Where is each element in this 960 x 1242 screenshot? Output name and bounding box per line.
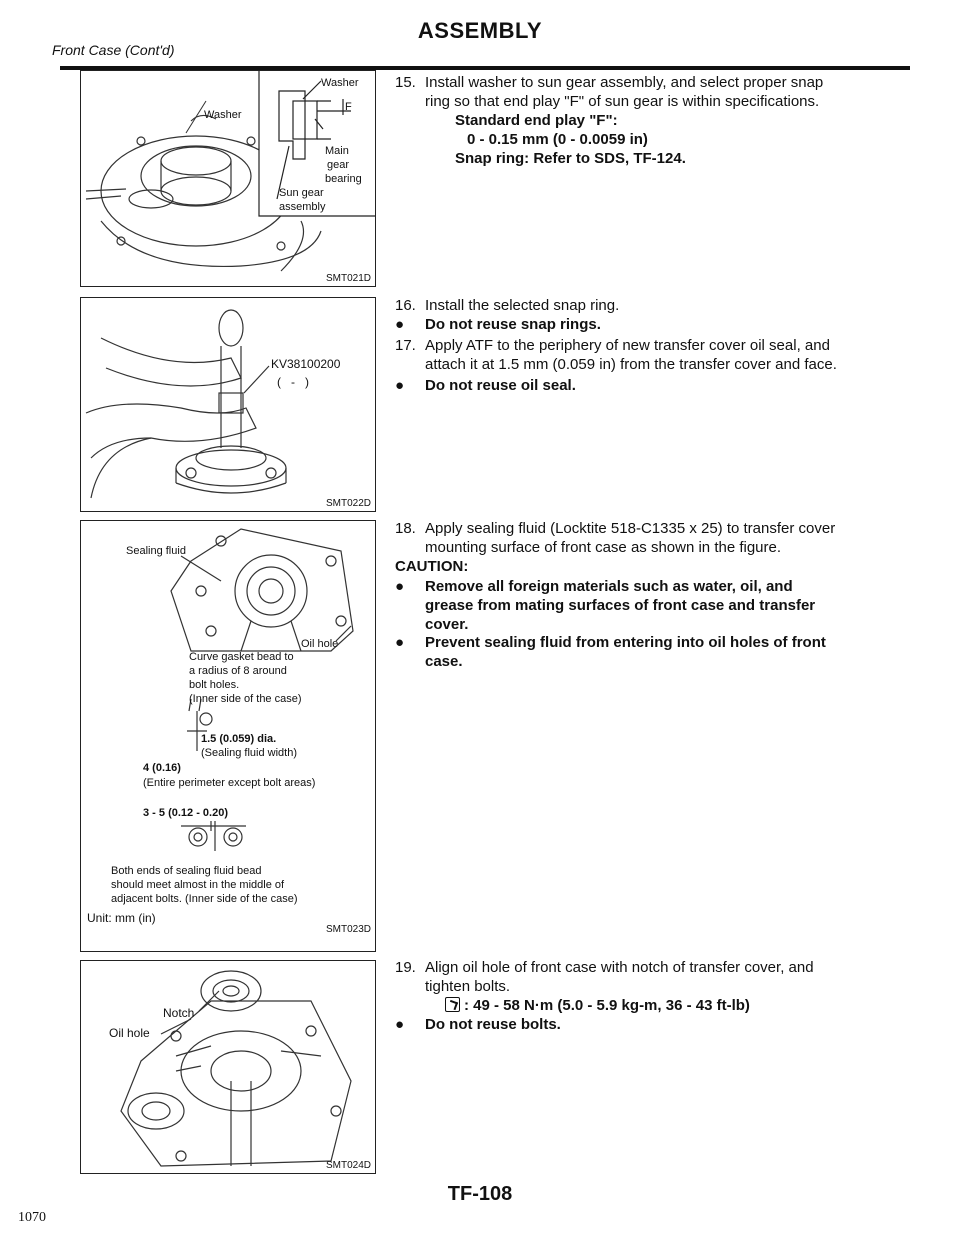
figure-sun-gear-washer [80, 70, 376, 287]
label-unit: Unit: mm (in) [87, 911, 156, 925]
front-case-drawing [81, 961, 375, 1173]
step-number: 17. [395, 337, 416, 354]
figure-code: SMT021D [325, 273, 371, 284]
step-16 [395, 296, 910, 315]
step-number: 19. [395, 959, 416, 976]
label-dim4: 4 (0.16) [143, 762, 181, 774]
snap-ring-ref: Snap ring: Refer to SDS, TF-124. [455, 150, 686, 167]
figure-align-notch [80, 960, 376, 1174]
label-dia: 1.5 (0.059) dia. [201, 733, 277, 745]
step-text: Align oil hole of front case with notch of transfer cover, and [425, 959, 814, 976]
label-notch: Notch [163, 1006, 195, 1020]
step-text: mounting surface of front case as shown in the figure. [425, 539, 782, 556]
bullet-text: case. [425, 653, 463, 670]
figure-code: SMT024D [325, 1160, 371, 1171]
step-text: Apply ATF to the periphery of new transfer cover oil seal, and [425, 337, 830, 354]
bullet-no-reuse-bolts [395, 1015, 910, 1034]
bullet-text: Prevent sealing fluid from entering into oil holes of front [425, 634, 826, 651]
step-18 [395, 519, 910, 576]
bullet-text: cover. [425, 616, 469, 633]
oil-seal-drawing [81, 298, 375, 511]
torque-icon [445, 997, 460, 1012]
bullet-text: Do not reuse bolts. [425, 1016, 561, 1033]
bullet-text: Do not reuse snap rings. [425, 316, 601, 333]
label-f: F [345, 101, 352, 113]
step-number: 18. [395, 520, 416, 537]
label-gear: gear [327, 159, 350, 171]
label-both-3: adjacent bolts. (Inner side of the case) [111, 893, 298, 905]
page-title: ASSEMBLY [417, 18, 543, 43]
torque-spec: : 49 - 58 N·m (5.0 - 5.9 kg-m, 36 - 43 ft-lb) [464, 997, 750, 1014]
step-number: 15. [395, 74, 416, 91]
label-oil-hole: Oil hole [301, 638, 339, 650]
label-washer-left: Washer [204, 109, 242, 121]
bullet-prevent-sealing [395, 633, 910, 671]
bullet-icon: ● [395, 377, 405, 394]
label-main: Main [325, 145, 349, 157]
step-text: ring so that end play "F" of sun gear is within specifications. [425, 93, 820, 110]
step-text: tighten bolts. [425, 978, 511, 995]
bullet-icon: ● [395, 1016, 405, 1033]
label-curve-2: a radius of 8 around [189, 665, 287, 677]
tool-subnumber: ( - ) [277, 375, 309, 389]
step-15 [395, 73, 910, 168]
label-assembly: assembly [279, 201, 326, 213]
step-19 [395, 958, 910, 1015]
label-both-1: Both ends of sealing fluid bead [111, 865, 262, 877]
spec-title: Standard end play "F": [455, 112, 618, 129]
label-dia-sub: (Sealing fluid width) [201, 747, 297, 759]
label-curve-3: bolt holes. [189, 679, 240, 691]
bullet-text: Remove all foreign materials such as water, oil, and [425, 578, 793, 595]
page-number: TF-108 [447, 1183, 513, 1205]
figure-oil-seal-install [80, 297, 376, 512]
figure-code: SMT022D [325, 498, 371, 509]
step-text: Install washer to sun gear assembly, and select proper snap [425, 74, 824, 91]
bullet-no-reuse-seal [395, 376, 910, 395]
step-number: 16. [395, 297, 416, 314]
step-text: attach it at 1.5 mm (0.059 in) from the transfer cover and face. [425, 356, 837, 373]
label-sealing-fluid: Sealing fluid [126, 545, 186, 557]
bullet-icon: ● [395, 316, 405, 333]
bullet-text: grease from mating surfaces of front case and transfer [425, 597, 816, 614]
figure-code: SMT023D [325, 924, 371, 935]
label-sun-gear: Sun gear [279, 187, 324, 199]
bullet-icon: ● [395, 634, 405, 651]
section-title: Front Case (Cont'd) [52, 42, 175, 58]
step-17 [395, 336, 910, 374]
step-text: Install the selected snap ring. [425, 297, 620, 314]
sheet-number: 1070 [18, 1210, 46, 1225]
caution-label: CAUTION: [395, 558, 469, 575]
bullet-remove-foreign [395, 577, 910, 634]
step-text: Apply sealing fluid (Locktite 518-C1335 x 25) to transfer cover [425, 520, 836, 537]
label-curve-4: (Inner side of the case) [189, 693, 302, 705]
figure-sealing-fluid [80, 520, 376, 952]
bullet-icon: ● [395, 578, 405, 595]
label-washer-right: Washer [321, 77, 359, 89]
spec-value: 0 - 0.15 mm (0 - 0.0059 in) [467, 131, 648, 148]
label-bearing: bearing [325, 173, 362, 185]
tool-number: KV38100200 [271, 357, 341, 371]
label-dim4-sub: (Entire perimeter except bolt areas) [143, 777, 316, 789]
bullet-no-reuse-snap [395, 315, 910, 334]
label-dim35: 3 - 5 (0.12 - 0.20) [143, 807, 228, 819]
label-both-2: should meet almost in the middle of [111, 879, 285, 891]
label-curve-1: Curve gasket bead to [189, 651, 294, 663]
label-oil-hole: Oil hole [109, 1026, 150, 1040]
bullet-text: Do not reuse oil seal. [425, 377, 576, 394]
